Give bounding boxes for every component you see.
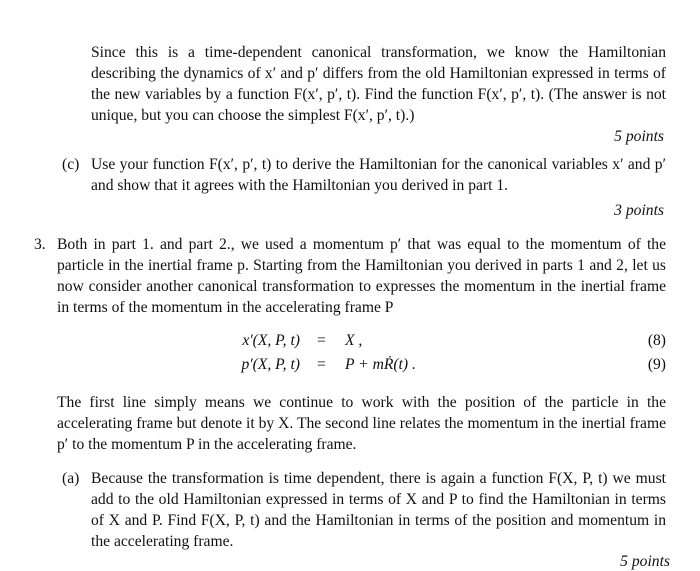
part-2b-points: 5 points (614, 128, 664, 145)
part-3a-text: Because the transformation is time dependent, there is again a function F(X, P, t) we must add to the old Hamiltonian expressed in terms of X and P to find the Hamiltonian in terms of X and P. Find F(X, P, t) and the Hamiltonian in terms of the position and momentum in the accelerating frame. (91, 470, 666, 550)
equation-9-lhs: p′(X, P, t) (241, 356, 300, 373)
equation-8-rhs: X , (345, 332, 363, 349)
equation-8-tag: (8) (647, 332, 666, 349)
problem-3-intro: Both in part 1. and part 2., we used a momentum p′ that was equal to the momentum of the particle in the inertial frame p. Starting from the Hamiltonian you derived in parts 1 and 2, let us now consider another canonical transformation to expresses the momentum in the inertial frame in terms of the momentum in the accelerating frame P (57, 236, 666, 316)
equation-9-tag: (9) (647, 356, 666, 373)
part-3a-points: 5 points (620, 553, 670, 570)
equation-9-rhs: P + mṘ(t) . (345, 356, 416, 373)
part-2c-points: 3 points (614, 202, 664, 219)
part-2c-label: (c) (62, 156, 80, 173)
part-2c-text: Use your function F(x′, p′, t) to derive the Hamiltonian for the canonical variables x′ and p′ and show that it agrees with the Hamiltonian you derived in part 1. (91, 156, 666, 194)
equation-8 (0, 330, 700, 352)
equation-9-equals: = (317, 356, 326, 373)
equation-8-lhs: x′(X, P, t) (242, 332, 300, 349)
equation-9 (0, 354, 700, 376)
problem-3-explanation: The first line simply means we continue to work with the position of the particle in the accelerating frame but denote it by X. The second line relates the momentum in the inertial frame p′ to the momentum P in the accelerating frame. (57, 394, 666, 453)
part-3a-label: (a) (62, 470, 80, 487)
problem-3-number: 3. (34, 236, 46, 253)
equation-8-equals: = (317, 332, 326, 349)
part-2b-text: Since this is a time-dependent canonical transformation, we know the Hamiltonian describing the dynamics of x′ and p′ differs from the old Hamiltonian expressed in terms of the new variables by a function F(x′, p′, t). Find the function F(x′, p′, t). (The answer is not unique, but you can choose the simplest F(x′, p′, t).) (91, 44, 666, 124)
